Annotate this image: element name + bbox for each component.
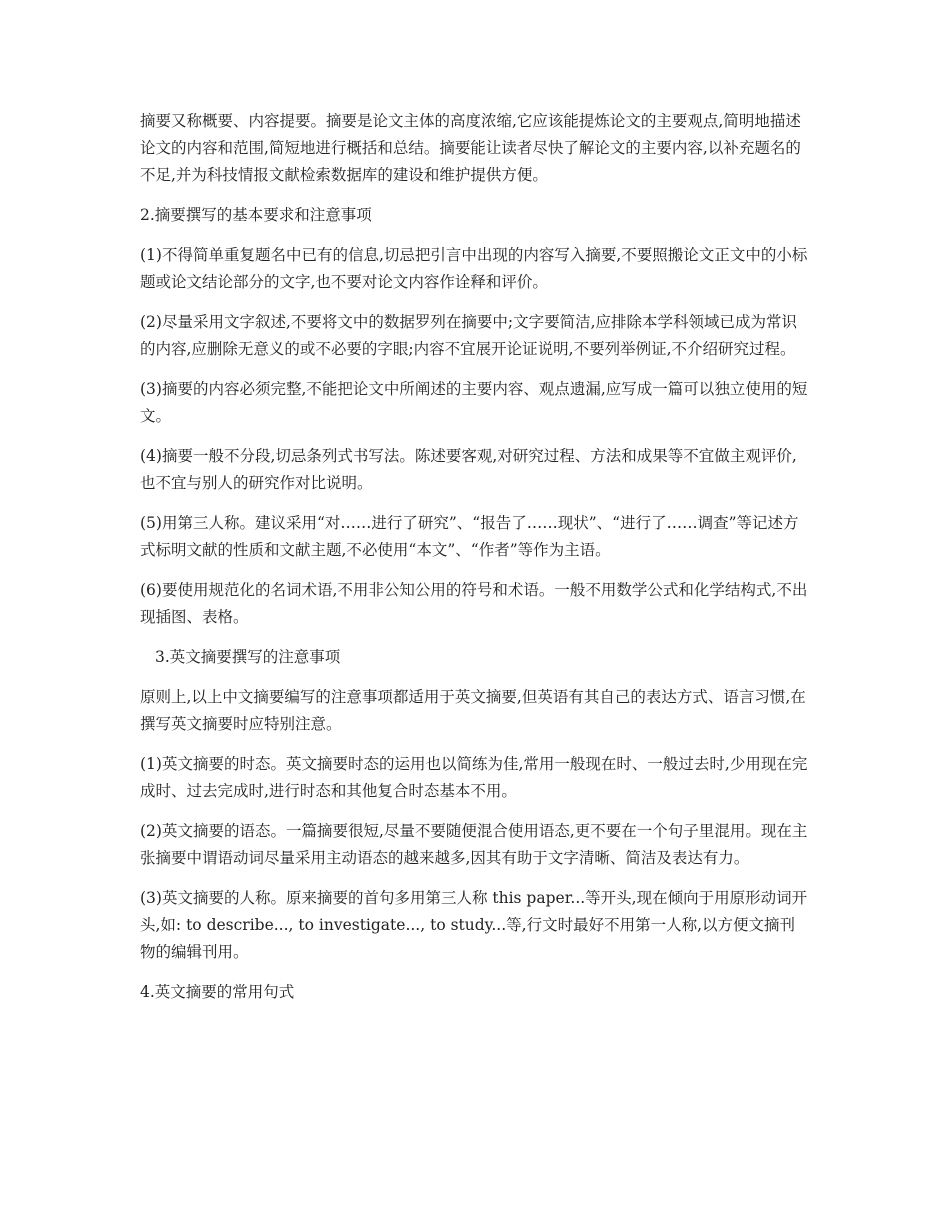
section-2-heading: 2.摘要撰写的基本要求和注意事项 xyxy=(140,206,372,224)
section-3-item-1: (1)英文摘要的时态。英文摘要时态的运用也以简练为佳,常用一般现在时、一般过去时,少用现在完成时、过去完成时,进行时态和其他复合时态基本不用。 xyxy=(140,755,808,800)
section-2-item-4: (4)摘要一般不分段,切忌条列式书写法。陈述要客观,对研究过程、方法和成果等不宜做主观评价,也不宜与别人的研究作对比说明。 xyxy=(140,447,797,492)
section-3-heading: 3.英文摘要撰写的注意事项 xyxy=(155,648,341,666)
section-3-intro: 原则上,以上中文摘要编写的注意事项都适用于英文摘要,但英语有其自己的表达方式、语言习惯,在撰写英文摘要时应特别注意。 xyxy=(140,688,806,733)
section-3-item-2: (2)英文摘要的语态。一篇摘要很短,尽量不要随便混合使用语态,更不要在一个句子里混用。现在主张摘要中谓语动词尽量采用主动语态的越来越多,因其有助于文字清晰、简洁及表达有力。 xyxy=(140,822,808,867)
section-4-heading: 4.英文摘要的常用句式 xyxy=(140,983,295,1001)
section-2-item-2: (2)尽量采用文字叙述,不要将文中的数据罗列在摘要中;文字要简洁,应排除本学科领域已成为常识的内容,应删除无意义的或不必要的字眼;内容不宜展开论证说明,不要列举例证,不介绍研究过程。 xyxy=(140,313,798,358)
section-2-item-6: (6)要使用规范化的名词术语,不用非公知公用的符号和术语。一般不用数学公式和化学结构式,不出现插图、表格。 xyxy=(140,581,808,626)
section-2-item-5: (5)用第三人称。建议采用“对……进行了研究”、“报告了……现状”、“进行了……调查”等记述方式标明文献的性质和文献主题,不必使用“本文”、“作者”等作为主语。 xyxy=(140,514,799,559)
intro-paragraph: 摘要又称概要、内容提要。摘要是论文主体的高度浓缩,它应该能提炼论文的主要观点,简明地描述论文的内容和范围,简短地进行概括和总结。摘要能让读者尽快了解论文的主要内容,以补充题名的不足,并为科技情报文献检索数据库的建设和维护提供方便。 xyxy=(140,112,801,184)
document-page xyxy=(140,108,810,1019)
section-2-item-3: (3)摘要的内容必须完整,不能把论文中所阐述的主要内容、观点遗漏,应写成一篇可以独立使用的短文。 xyxy=(140,380,808,425)
section-3-item-3: (3)英文摘要的人称。原来摘要的首句多用第三人称 this paper...等开头,现在倾向于用原形动词开头,如: to describe..., to investigate..., to study...等,行文时最好不用第一人称,以方便文摘刊物的编辑刊用。 xyxy=(140,889,808,961)
section-2-item-1: (1)不得简单重复题名中已有的信息,切忌把引言中出现的内容写入摘要,不要照搬论文正文中的小标题或论文结论部分的文字,也不要对论文内容作诠释和评价。 xyxy=(140,246,808,291)
